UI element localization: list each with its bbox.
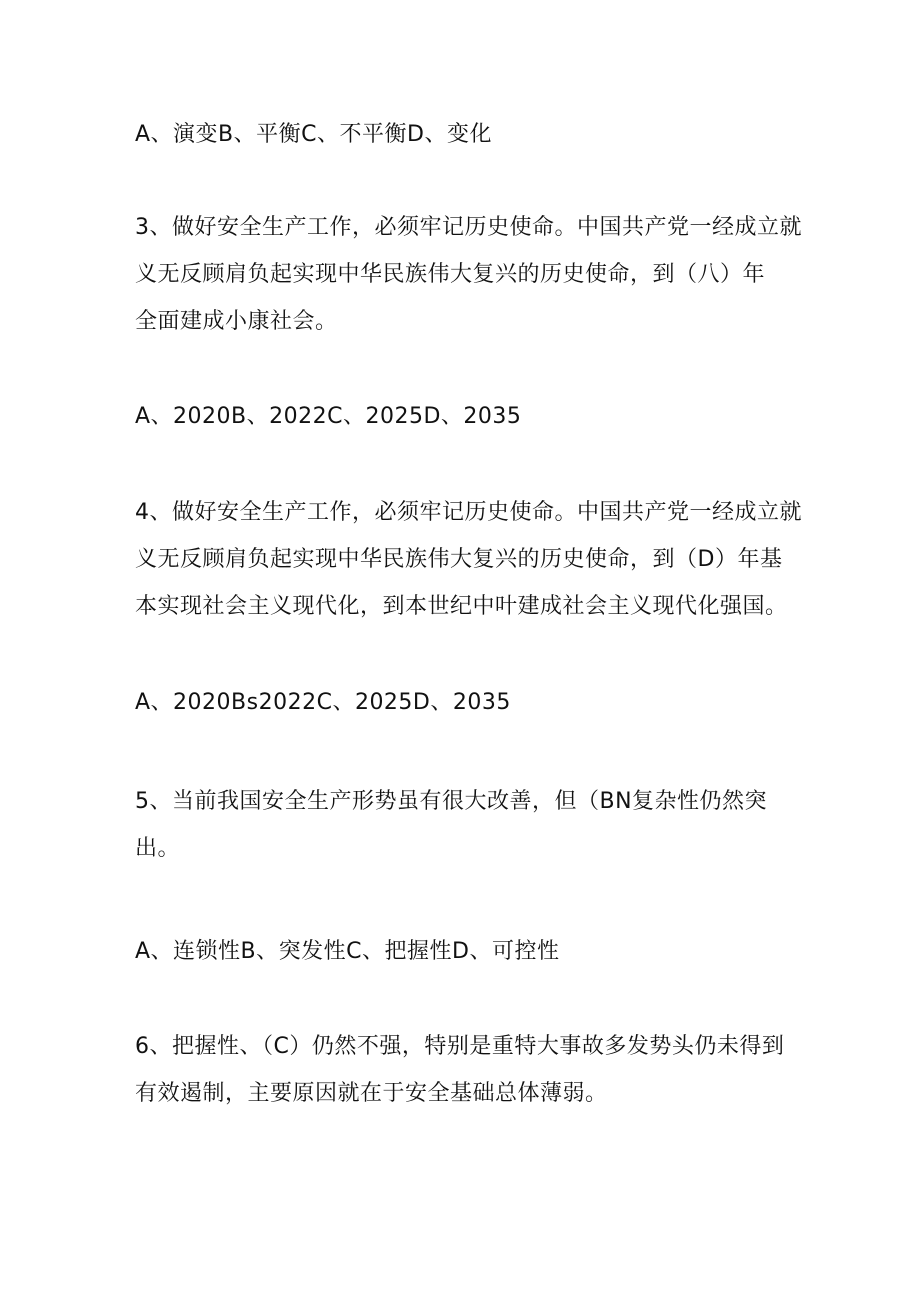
- text-line: A、2020Bs2022C、2025D、2035: [135, 690, 511, 715]
- text-line: 义无反顾肩负起实现中华民族伟大复兴的历史使命，到（八）年: [135, 262, 766, 287]
- text-line: 全面建成小康社会。: [135, 309, 338, 334]
- options-line-q3: [135, 393, 785, 440]
- text-line: 4、做好安全生产工作，必须牢记历史使命。中国共产党一经成立就: [135, 500, 802, 525]
- text-line: 义无反顾肩负起实现中华民族伟大复兴的历史使命，到（D）年基: [135, 547, 783, 572]
- text-line: 出。: [135, 836, 181, 861]
- text-line: 6、把握性、（C）仍然不强，特别是重特大事故多发势头仍未得到: [135, 1034, 785, 1059]
- options-line-q5: [135, 928, 785, 975]
- question-4: [135, 489, 802, 630]
- question-5: [135, 778, 785, 872]
- text-line: A、连锁性B、突发性C、把握性D、可控性: [135, 939, 560, 964]
- options-line-q4: [135, 679, 785, 726]
- text-line: 5、当前我国安全生产形势虽有很大改善，但（BN复杂性仍然突: [135, 789, 768, 814]
- text-line: 3、做好安全生产工作，必须牢记历史使命。中国共产党一经成立就: [135, 215, 802, 240]
- question-6: [135, 1023, 785, 1117]
- text-line: 有效遏制，主要原因就在于安全基础总体薄弱。: [135, 1081, 608, 1106]
- options-line-q2: [135, 111, 785, 158]
- text-line: A、演变B、平衡C、不平衡D、变化: [135, 122, 492, 147]
- question-3: [135, 204, 802, 345]
- text-line: 本实现社会主义现代化，到本世纪中叶建成社会主义现代化强国。: [135, 594, 788, 619]
- text-line: A、2020B、2022C、2025D、2035: [135, 404, 522, 429]
